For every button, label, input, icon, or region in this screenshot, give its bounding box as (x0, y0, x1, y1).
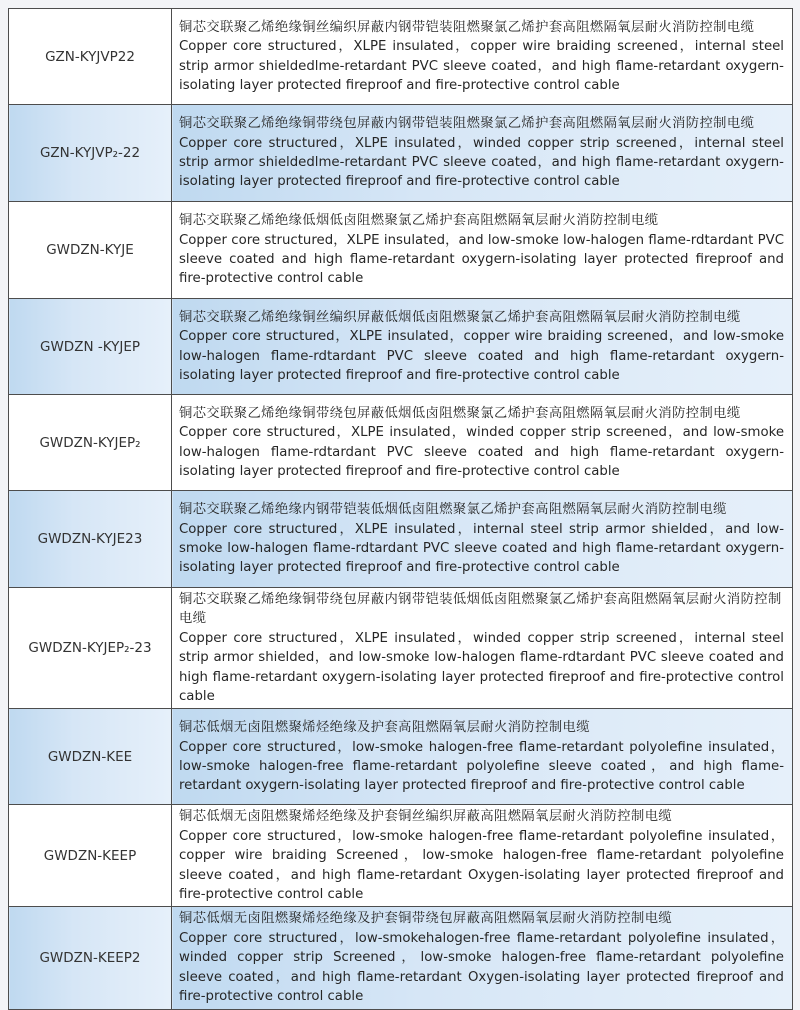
description-cell (172, 491, 793, 588)
table-row (9, 805, 793, 907)
description-english: Copper core structured，XLPE insulated，internal steel strip armor shielded，and low-smoke low-halogen flame-rdtardant PVC sleeve coated and high flame-retardant oxygern-isolating layer protected fireproof and fire-protective control cable (179, 521, 784, 576)
table-row (9, 588, 793, 709)
description-cell (172, 299, 793, 395)
description-chinese: 铜芯低烟无卤阻燃聚烯烃绝缘及护套高阻燃隔氧层耐火消防控制电缆 (179, 720, 590, 736)
description-chinese: 铜芯交联聚乙烯绝缘铜带绕包屏蔽低烟低卤阻燃聚氯乙烯护套高阻燃隔氧层耐火消防控制电缆 (179, 405, 741, 421)
description-chinese: 铜芯交联聚乙烯绝缘铜丝编织屏蔽低烟低卤阻燃聚氯乙烯护套高阻燃隔氧层耐火消防控制电缆 (179, 309, 741, 325)
model-code: GWDZN-KYJE (9, 202, 172, 299)
model-code: GWDZN -KYJEP (9, 299, 172, 395)
description-cell (172, 9, 793, 105)
description-cell (172, 805, 793, 907)
cable-spec-page (8, 8, 793, 1005)
description-chinese: 铜芯交联聚乙烯绝缘铜带绕包屏蔽内钢带铠装低烟低卤阻燃聚氯乙烯护套高阻燃隔氧层耐火消防控制电缆 (179, 592, 782, 627)
description-chinese: 铜芯交联聚乙烯绝缘铜丝编织屏蔽内钢带铠装阻燃聚氯乙烯护套高阻燃隔氧层耐火消防控制电缆 (179, 19, 755, 35)
description-english: Copper core structured，XLPE insulated，winded copper strip screened，internal steel strip armor shieldedlme-retardant PVC sleeve coated，and high flame-retardant oxygern-isolating layer protected fireproof and fire-protective control cable (179, 135, 784, 190)
description-chinese: 铜芯交联聚乙烯绝缘低烟低卤阻燃聚氯乙烯护套高阻燃隔氧层耐火消防控制电缆 (179, 213, 659, 229)
description-english: Copper core structured，XLPE insulated，and low-smoke low-halogen flame-rdtardant PVC sleeve coated and high flame-retardant oxygern-isolating layer protected fireproof and fire-protective control cable (179, 232, 784, 287)
description-chinese: 铜芯交联聚乙烯绝缘内钢带铠装低烟低卤阻燃聚氯乙烯护套高阻燃隔氧层耐火消防控制电缆 (179, 502, 727, 518)
model-code: GWDZN-KYJE23 (9, 491, 172, 588)
table-row (9, 202, 793, 299)
description-cell (172, 588, 793, 709)
description-chinese: 铜芯低烟无卤阻燃聚烯烃绝缘及护套铜带绕包屏蔽高阻燃隔氧层耐火消防控制电缆 (179, 911, 673, 927)
description-cell (172, 907, 793, 1009)
table-row (9, 105, 793, 202)
description-cell (172, 202, 793, 299)
description-chinese: 铜芯低烟无卤阻燃聚烯烃绝缘及护套铜丝编织屏蔽高阻燃隔氧层耐火消防控制电缆 (179, 809, 673, 825)
model-code: GZN-KYJVP₂-22 (9, 105, 172, 202)
model-code: GWDZN-KYJEP₂-23 (9, 588, 172, 709)
description-english: Copper core structured，XLPE insulated，winded copper strip screened，internal steel strip armor shielded，and low-smoke low-halogen flame-rdtardant PVC sleeve coated and high flame-retardant oxygern-isolating layer protected fireproof and fire-protective control cable (179, 630, 784, 705)
model-code: GWDZN-KEEP2 (9, 907, 172, 1009)
description-english: Copper core structured，low-smokehalogen-free flame-retardant polyolefine insulated，winded copper strip Screened，low-smoke halogen-free flame-retardant polyolefine sleeve coated，and high flame-retardant Oxygen-isolating layer protected fireproof and fire-protective control cable (179, 930, 784, 1005)
cable-table (8, 8, 793, 1010)
table-row (9, 395, 793, 491)
model-code: GWDZN-KEE (9, 709, 172, 805)
table-row (9, 709, 793, 805)
description-english: Copper core structured，low-smoke halogen-free flame-retardant polyolefine insulated，copper wire braiding Screened，low-smoke halogen-free flame-retardant polyolefine sleeve coated，and high flame-retardant Oxygen-isolating layer protected fireproof and fire-protective control cable (179, 828, 784, 903)
description-cell (172, 709, 793, 805)
description-english: Copper core structured，XLPE insulated，copper wire braiding screened，and low-smoke low-halogen flame-rdtardant PVC sleeve coated and high flame-retardant oxygern-isolating layer protected fireproof and fire-protective control cable (179, 329, 784, 383)
table-row (9, 9, 793, 105)
table-row (9, 491, 793, 588)
table-row (9, 907, 793, 1009)
model-code: GWDZN-KYJEP₂ (9, 395, 172, 491)
description-english: Copper core structured，low-smoke halogen-free flame-retardant polyolefine insulated，low-smoke halogen-free flame-retardant polyolefine sleeve coated，and high flame-retardant oxygern-isolating layer protected fireproof and fire-protective control cable (179, 739, 784, 794)
description-chinese: 铜芯交联聚乙烯绝缘铜带绕包屏蔽内钢带铠装阻燃聚氯乙烯护套高阻燃隔氧层耐火消防控制电缆 (179, 116, 755, 132)
model-code: GZN-KYJVP22 (9, 9, 172, 105)
description-english: Copper core structured，XLPE insulated，winded copper strip screened，and low-smoke low-halogen flame-rdtardant PVC sleeve coated and high flame-retardant oxygern-isolating layer protected fireproof and fire-protective control cable (179, 425, 784, 479)
description-cell (172, 105, 793, 202)
model-code: GWDZN-KEEP (9, 805, 172, 907)
description-english: Copper core structured，XLPE insulated，copper wire braiding screened，internal steel strip armor shieldedlme-retardant PVC sleeve coated，and high flame-retardant oxygern-isolating layer protected fireproof and fire-protective control cable (179, 39, 784, 93)
table-row (9, 299, 793, 395)
description-cell (172, 395, 793, 491)
